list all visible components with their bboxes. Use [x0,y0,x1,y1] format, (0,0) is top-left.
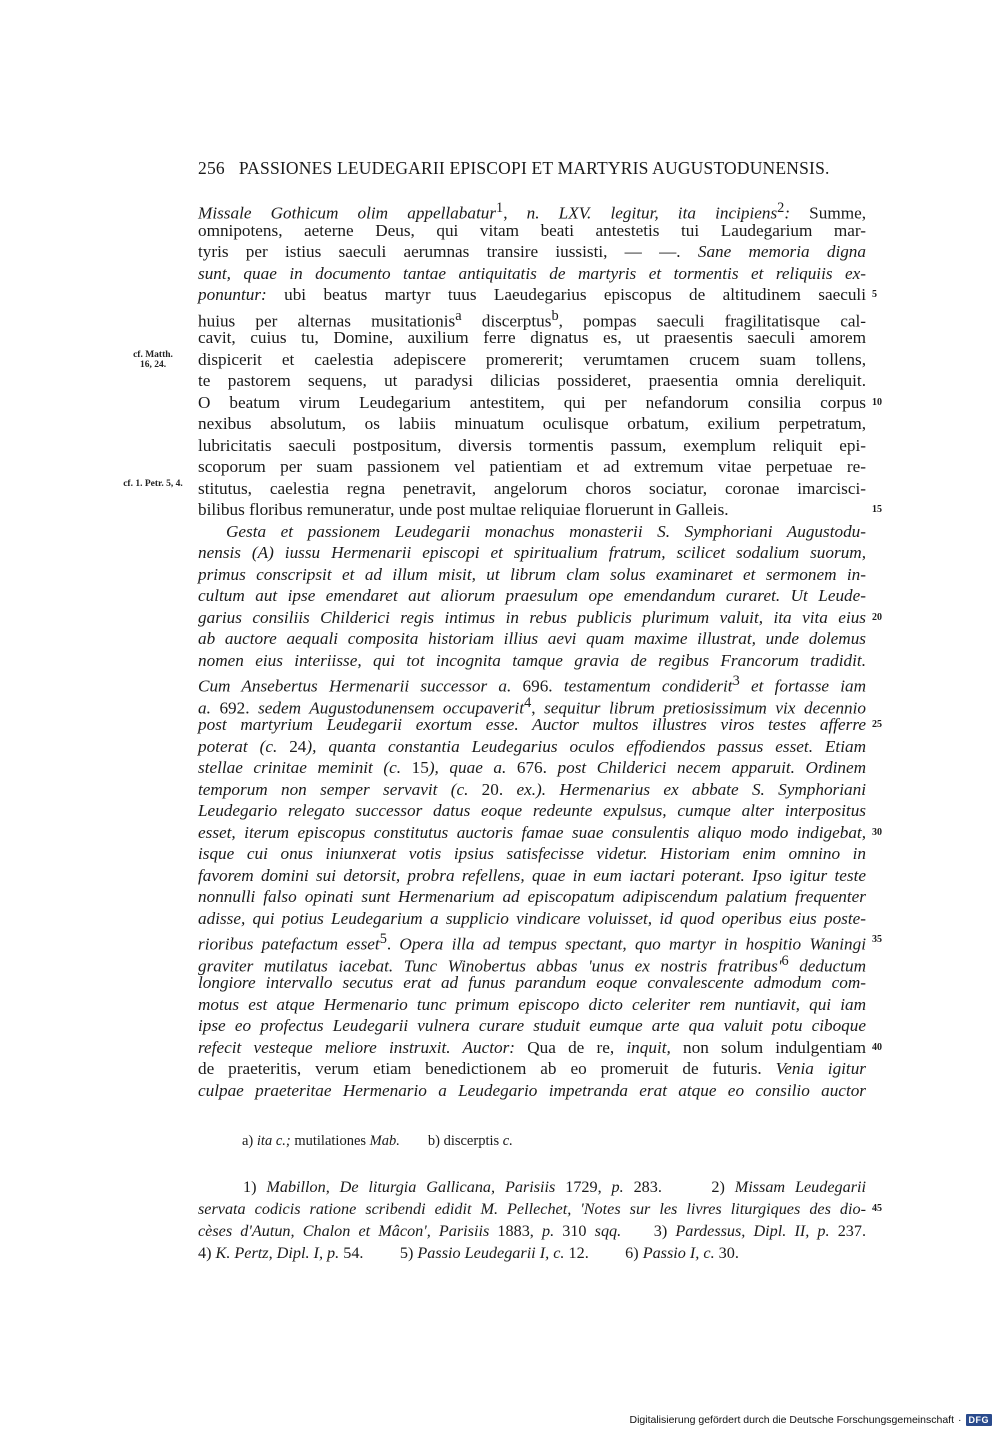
text-line: Missale Gothicum olim appellabatur$^1$, n. LXV. legitur, ita incipiens$^2$: Summe, [198,200,867,223]
text-line: de praeteritis, verum etiam benedictionem ab eo promeruit de futuris. Venia igitur [198,1059,866,1078]
text-line: te pastorem sequens, ut paradysi dilicias possideret, praesentia omnia dereliquit. [198,371,866,390]
text-line: nensis (A) iussu Hermenarii episcopi et spiritualium fratrum, scilicet sodalium suorum, [198,543,866,562]
footnote-line: servata codicis ratione scribendi edidit M. Pellechet, 'Notes sur les livres liturgiques des dio- [198,1200,866,1218]
text-line: rioribus patefactum esset$^5$. Opera illa ad tempus spectant, quo martyr in hospitio Waningi [198,931,866,954]
line-number: 25 [872,719,882,730]
critical-apparatus [242,1133,513,1150]
digitization-credit: Digitalisierung gefördert durch die Deutsche Forschungsgemeinschaft · DFG [629,1414,992,1426]
text-line: stitutus, caelestia regna penetravit, angelorum choros sociatur, coronae imarcisci- [198,478,866,498]
text-line: favorem domini sui detorsit, probra refellens, quae in eum iactari poterant. Ipso igitur teste [198,865,866,885]
text-line: bilibus floribus remuneratur, unde post multae reliquiae floruerunt in Galleis. [198,500,729,519]
line-number: 35 [872,934,882,945]
text-line: O beatum virum Leudegarium antestitem, qui per nefandorum consilia corpus [198,392,866,412]
text-line: a. 692. sedem Augustodunensem occupaverit$^4$, sequitur librum pretiosissimum vix decennio [198,694,867,718]
text-line: omnipotens, aeterne Deus, qui vitam beati antestetis tui Laudegarium mar- [198,220,866,240]
text-line: huius per alternas musitationis$^a$ discerptus$^b$, pompas saeculi fragilitatisque cal- [198,307,866,331]
text-line: Leudegario relegato successor datus eoque redeunte expulsus, cumque alter interpositus [198,801,866,820]
text-line: dispicerit et caelestia adepiscere promererit; verumtamen crucem suam tollens, [198,349,866,369]
text-line: nexibus absolutum, os labiis minuatum oculisque orbatum, exilium perpetratum, [198,414,866,433]
text-line: adisse, qui potius Leudegarium a supplicio vindicare voluisset, id quod operibus eius poste- [198,908,866,928]
text-line: primus conscripsit et ad illum misit, ut librum clam solus examinaret et sermonem in- [198,564,866,584]
page-number: 256 [198,158,225,178]
text-line: culpae praeteritae Hermenario a Leudegario impetranda erat atque eo consilio auctor [198,1080,866,1100]
line-number: 20 [872,611,882,623]
text-line: tyris per istius saeculi aerumnas transire iussisti, — —. Sane memoria digna [198,242,866,261]
dfg-logo-icon: DFG [966,1414,993,1426]
line-number: 15 [872,504,882,515]
margin-note: cf. 1. Petr. 5, 4. [123,478,183,489]
text-line: post martyrium Leudegarii exortum esse. Auctor multos illustres viros testes afferre [198,715,866,734]
text-line: isque cui onus iniunxerat votis ipsius satisfecisse videtur. Historiam enim omnino in [198,844,866,863]
footnote-line: 1) Mabillon, De liturgia Gallicana, Parisiis 1729, p. 283. 2) Missam Leudegarii [243,1178,867,1196]
text-line: graviter mutilatus iacebat. Tunc Winobertus abbas 'unus ex nostris $fratribus'^6$ deductum [198,952,867,976]
line-number: 30 [872,826,882,838]
line-number: 45 [872,1203,882,1214]
text-line: ipse eo profectus Leudegarii vulnera curare studuit eumque arte qua valuit potu ciboque [198,1016,866,1035]
text-line: nomen eius interiisse, qui tot incognita tamque gravia de regibus Francorum tradidit. [198,650,866,670]
apparatus-note-a: a) ita c.; mutilationes Mab. [242,1133,400,1149]
text-line: motus est atque Hermenario tunc primum episcopo dicto celeriter rem nuntiavit, qui iam [198,994,866,1014]
footnotes [198,1176,882,1264]
text-line: longiore intervallo secutus erat ad funus parandum eoque convalescente admodum com- [198,973,866,992]
line-number: 40 [872,1041,882,1053]
footnote-line: 4) K. Pertz, Dipl. I, p. 54. 5) Passio Leudegarii I, c. 12. 6) Passio I, c. 30. [198,1244,739,1262]
main-text [123,198,882,1101]
text-line: garius consiliis Childerici regis intimus in rebus publicis plurimum valuit, ita vita eius [198,607,866,627]
running-title: PASSIONES LEUDEGARII EPISCOPI ET MARTYRIS AUGUSTODUNENSIS. [238,158,830,178]
running-header [198,158,866,179]
text-line: lubricitatis saeculi postpositum, diversis tormentis passum, exemplum reliquit epi- [198,435,866,455]
text-line: nonnulli falso opinati sunt Hermenarium ad episcopatum adipiscendum palatium frequenter [198,887,866,906]
text-line: Cum Ansebertus Hermenarii successor a. 696. testamentum condiderit$^3$ et fortasse iam [198,673,867,696]
text-line: sunt, quae in documento tantae antiquitatis de martyris et tormentis et reliquiis ex- [198,263,866,283]
line-number: 10 [872,396,882,408]
text-line: ponuntur: ubi beatus martyr tuus Laeudegarius episcopus de altitudinem saeculi [198,285,866,304]
text-line: ab auctore aequali composita historiam illius aevi quam maxime illustrat, unde dolemus [198,629,866,648]
footnote-line: cèses d'Autun, Chalon et Mâcon', Parisiis 1883, p. 310 sqq. 3) Pardessus, Dipl. II, p. 237. [198,1222,867,1240]
text-line: stellae crinitae meminit (c. 15), quae a. 676. post Childerici necem apparuit. Ordinem [198,758,867,777]
text-line: esset, iterum episcopus constitutus auctoris famae suae consulentis aliquo modo indigebat, [198,822,866,842]
credit-text: Digitalisierung gefördert durch die Deutsche Forschungsgemeinschaft [629,1414,954,1426]
margin-note: cf. Matth. 16, 24. [133,349,173,370]
text-line: temporum non semper servavit (c. 20. ex.). Hermenarius ex abbate S. Symphoriani [198,779,866,799]
text-line: Gesta et passionem Leudegarii monachus monasterii S. Symphoriani Augustodu- [226,521,866,541]
line-number: 5 [872,289,877,300]
text-line: poterat (c. 24), quanta constantia Leudegarius oculos effodiendos passus esset. Etiam [198,736,866,756]
apparatus-note-b: b) discerptis c. [427,1133,513,1149]
text-line: cultum aut ipse emendaret aut aliorum praesulum ope emendandum curaret. Ut Leude- [198,586,866,605]
text-line: refecit vesteque meliore instruxit. Auctor: Qua de re, inquit, non solum indulgentiam [198,1037,866,1057]
text-line: scoporum per suam passionem vel patientiam et ad extremum vitae perpetuae re- [198,457,866,476]
text-line: cavit, cuius tu, Domine, auxilium ferre dignatus es, ut praesentis saeculi amorem [198,328,866,347]
